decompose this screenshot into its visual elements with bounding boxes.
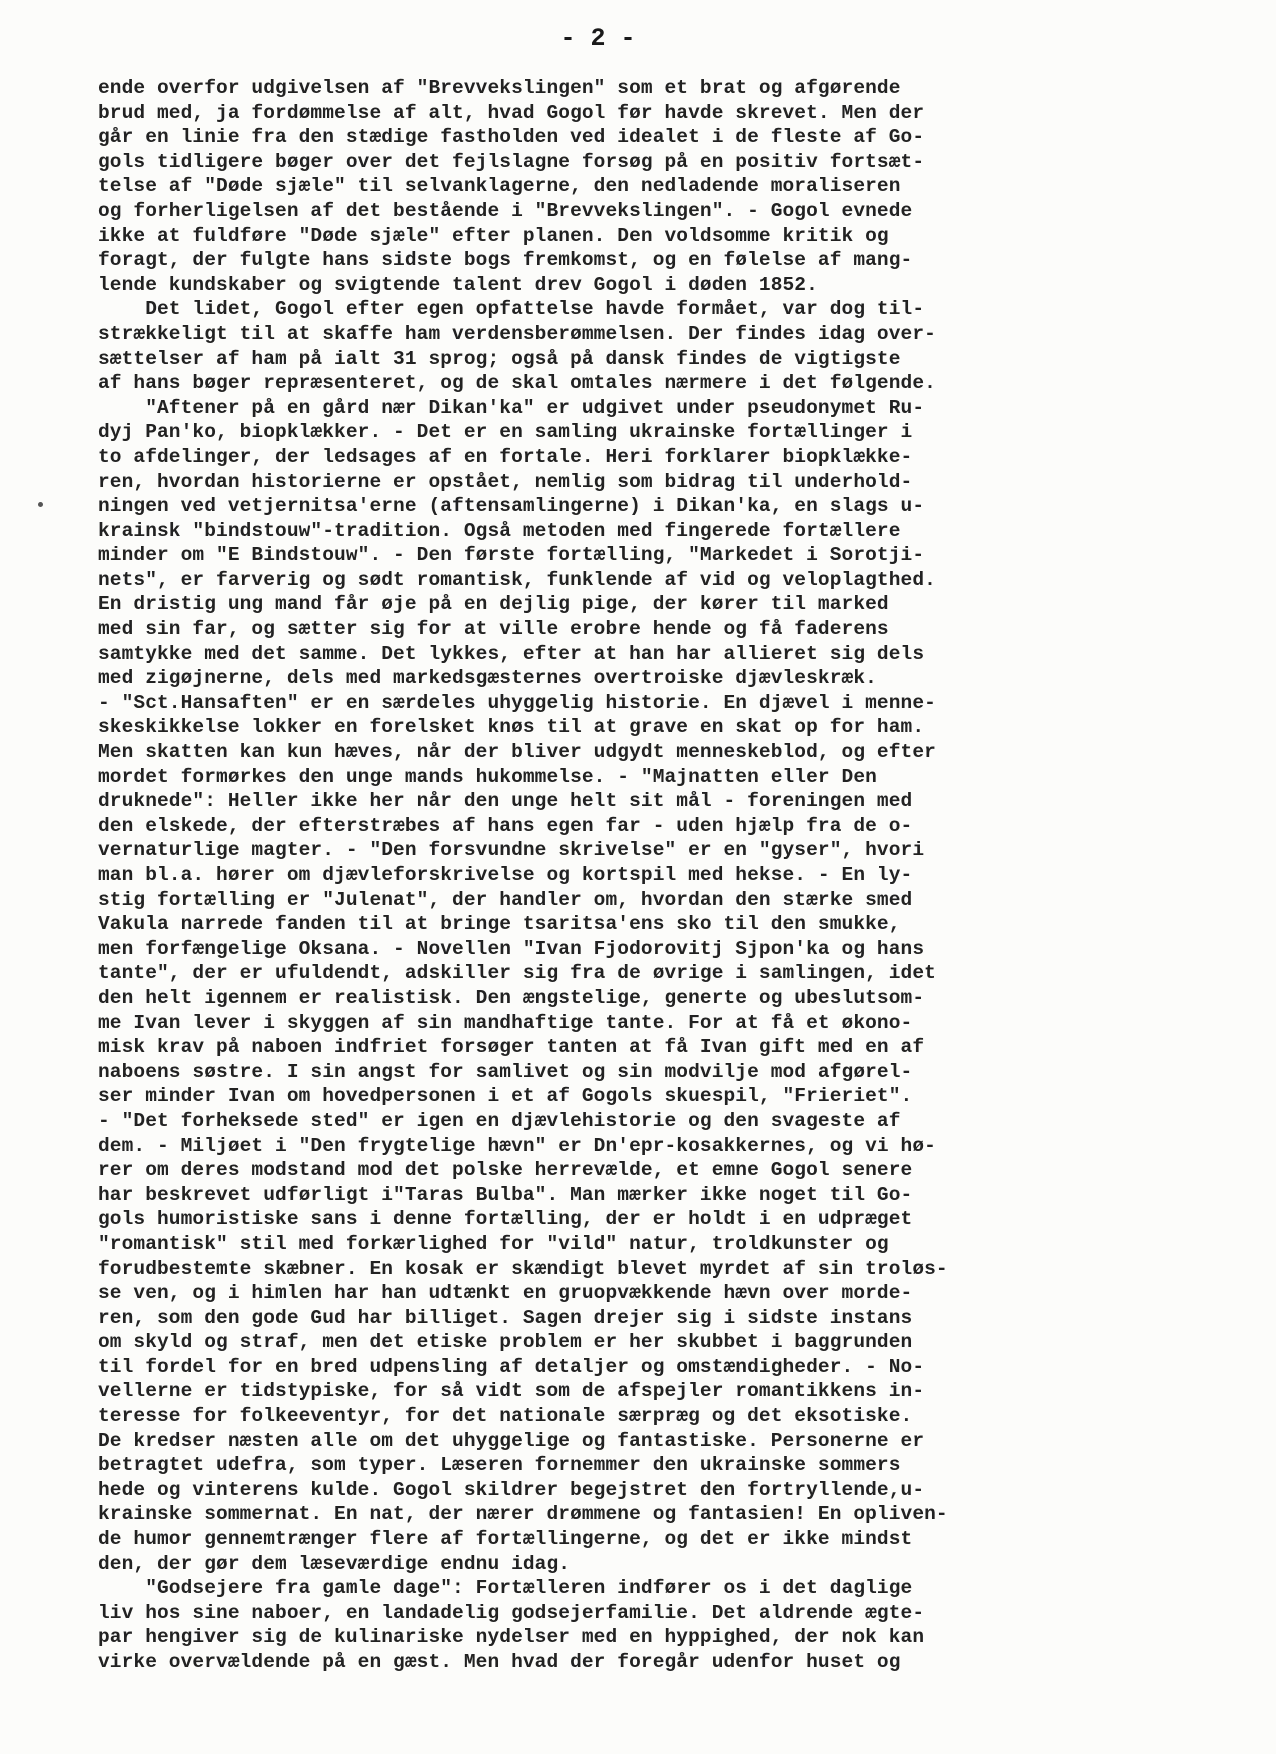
text-line: betragtet udefra, som typer. Læseren fornemmer den ukrainske sommers xyxy=(98,1454,901,1477)
page-number: - 2 - xyxy=(560,24,636,53)
text-line: De kredser næsten alle om det uhyggelige og fantastiske. Personerne er xyxy=(98,1429,925,1452)
text-line: par hengiver sig de kulinariske nydelser med en hyppighed, der nok kan xyxy=(98,1626,925,1649)
text-line: me Ivan lever i skyggen af sin mandhaftige tante. For at få et økono- xyxy=(98,1011,913,1034)
text-line: "romantisk" stil med forkærlighed for "vild" natur, troldkunster og xyxy=(98,1232,889,1255)
text-line: tante", der er ufuldendt, adskiller sig fra de øvrige i samlingen, idet xyxy=(98,962,936,985)
text-line: stig fortælling er "Julenat", der handler om, hvordan den stærke smed xyxy=(98,888,913,911)
text-line: men forfængelige Oksana. - Novellen "Ivan Fjodorovitj Sjpon'ka og hans xyxy=(98,937,925,960)
text-line: foragt, der fulgte hans sidste bogs fremkomst, og en følelse af mang- xyxy=(98,249,913,272)
text-line: En dristig ung mand får øje på en dejlig pige, der kører til marked xyxy=(98,593,889,616)
text-line: forudbestemte skæbner. En kosak er skændigt blevet myrdet af sin troløs- xyxy=(98,1257,948,1280)
text-line: rer om deres modstand mod det polske herrevælde, et emne Gogol senere xyxy=(98,1159,913,1182)
text-line: to afdelinger, der ledsages af en fortale. Heri forklarer biopklække- xyxy=(98,445,913,468)
text-line: Vakula narrede fanden til at bringe tsaritsa'ens sko til den smukke, xyxy=(98,913,901,936)
text-line: teresse for folkeeventyr, for det nationale særpræg og det eksotiske. xyxy=(98,1405,913,1428)
text-line: den, der gør dem læseværdige endnu idag. xyxy=(98,1552,571,1575)
text-line: misk krav på naboen indfriet forsøger tanten at få Ivan gift med en af xyxy=(98,1036,925,1059)
text-line: gols tidligere bøger over det fejlslagne forsøg på en positiv fortsæt- xyxy=(98,150,925,173)
text-line: den elskede, der efterstræbes af hans egen far - uden hjælp fra de o- xyxy=(98,814,913,837)
text-line: virke overvældende på en gæst. Men hvad der foregår udenfor huset og xyxy=(98,1651,901,1673)
text-line: brud med, ja fordømmelse af alt, hvad Gogol før havde skrevet. Men der xyxy=(98,101,925,124)
text-line: går en linie fra den stædige fastholden ved idealet i de fleste af Go- xyxy=(98,126,925,149)
text-line: lende kundskaber og svigtende talent drev Gogol i døden 1852. xyxy=(98,273,818,296)
text-line: ser minder Ivan om hovedpersonen i et af Gogols skuespil, "Frieriet". xyxy=(98,1085,913,1108)
text-line: "Aftener på en gård nær Dikan'ka" er udgivet under pseudonymet Ru- xyxy=(98,396,925,419)
text-line: vernaturlige magter. - "Den forsvundne skrivelse" er en "gyser", hvori xyxy=(98,839,925,862)
text-line: ende overfor udgivelsen af "Brevvekslingen" som et brat og afgørende xyxy=(98,77,901,99)
text-line: samtykke med det samme. Det lykkes, efter at han har allieret sig dels xyxy=(98,642,925,665)
text-line: strækkeligt til at skaffe ham verdensberømmelsen. Der findes idag over- xyxy=(98,322,936,345)
text-line: Det lidet, Gogol efter egen opfattelse havde formået, var dog til- xyxy=(98,298,925,321)
text-line: Men skatten kan kun hæves, når der bliver udgydt menneskeblod, og efter xyxy=(98,741,936,764)
text-line: mordet formørkes den unge mands hukommelse. - "Majnatten eller Den xyxy=(98,765,877,788)
text-line: ningen ved vetjernitsa'erne (aftensamlingerne) i Dikan'ka, en slags u- xyxy=(98,495,925,518)
text-line: af hans bøger repræsenteret, og de skal omtales nærmere i det følgende. xyxy=(98,372,936,395)
text-line: og forherligelsen af det bestående i "Brevvekslingen". - Gogol evnede xyxy=(98,199,913,222)
text-line: druknede": Heller ikke her når den unge helt sit mål - foreningen med xyxy=(98,790,913,813)
text-line: sættelser af ham på ialt 31 sprog; også på dansk findes de vigtigste xyxy=(98,347,901,370)
text-line: de humor gennemtrænger flere af fortællingerne, og det er ikke mindst xyxy=(98,1528,913,1551)
text-line: hede og vinterens kulde. Gogol skildrer begejstret den fortryllende,u- xyxy=(98,1478,925,1501)
text-line: krainske sommernat. En nat, der nærer drømmene og fantasien! En opliven- xyxy=(98,1503,948,1526)
text-line: har beskrevet udførligt i"Taras Bulba". Man mærker ikke noget til Go- xyxy=(98,1183,913,1206)
text-line: liv hos sine naboer, en landadelig godsejerfamilie. Det aldrende ægte- xyxy=(98,1601,925,1624)
text-line: - "Det forheksede sted" er igen en djævlehistorie og den svageste af xyxy=(98,1109,901,1132)
text-line: med zigøjnerne, dels med markedsgæsternes overtroiske djævleskræk. xyxy=(98,667,877,690)
text-line: ren, hvordan historierne er opstået, nemlig som bidrag til underhold- xyxy=(98,470,913,493)
text-line: til fordel for en bred udpensling af detaljer og omstændigheder. - No- xyxy=(98,1355,925,1378)
text-line: minder om "E Bindstouw". - Den første fortælling, "Markedet i Sorotji- xyxy=(98,544,925,567)
text-line: naboens søstre. I sin angst for samlivet og sin modvilje mod afgørel- xyxy=(98,1060,913,1083)
text-line: gols humoristiske sans i denne fortælling, der er holdt i en udpræget xyxy=(98,1208,913,1231)
stray-ink-mark xyxy=(38,502,43,507)
text-line: om skyld og straf, men det etiske problem er her skubbet i baggrunden xyxy=(98,1331,913,1354)
text-line: telse af "Døde sjæle" til selvanklagerne, den nedladende moraliseren xyxy=(98,175,901,198)
text-line: se ven, og i himlen har han udtænkt en gruopvækkende hævn over morde- xyxy=(98,1282,913,1305)
text-line: "Godsejere fra gamle dage": Fortælleren indfører os i det daglige xyxy=(98,1577,913,1600)
text-line: krainsk "bindstouw"-tradition. Også metoden med fingerede fortællere xyxy=(98,519,901,542)
text-line: man bl.a. hører om djævleforskrivelse og kortspil med hekse. - En ly- xyxy=(98,864,913,886)
text-line: - "Sct.Hansaften" er en særdeles uhyggelig historie. En djævel i menne- xyxy=(98,691,936,714)
text-line: dem. - Miljøet i "Den frygtelige hævn" er Dn'epr-kosakkernes, og vi hø- xyxy=(98,1134,936,1157)
body-text xyxy=(98,76,1218,1675)
text-line: nets", er farverig og sødt romantisk, funklende af vid og veloplagthed. xyxy=(98,568,936,591)
text-line: skeskikkelse lokker en forelsket knøs til at grave en skat op for ham. xyxy=(98,716,925,739)
text-line: vellerne er tidstypiske, for så vidt som de afspejler romantikkens in- xyxy=(98,1380,925,1403)
text-line: ikke at fuldføre "Døde sjæle" efter planen. Den voldsomme kritik og xyxy=(98,224,889,247)
text-line: dyj Pan'ko, biopklækker. - Det er en samling ukrainske fortællinger i xyxy=(98,421,913,444)
text-line: den helt igennem er realistisk. Den ængstelige, generte og ubeslutsom- xyxy=(98,986,925,1009)
text-line: med sin far, og sætter sig for at ville erobre hende og få faderens xyxy=(98,618,889,641)
text-line: ren, som den gode Gud har billiget. Sagen drejer sig i sidste instans xyxy=(98,1306,913,1329)
